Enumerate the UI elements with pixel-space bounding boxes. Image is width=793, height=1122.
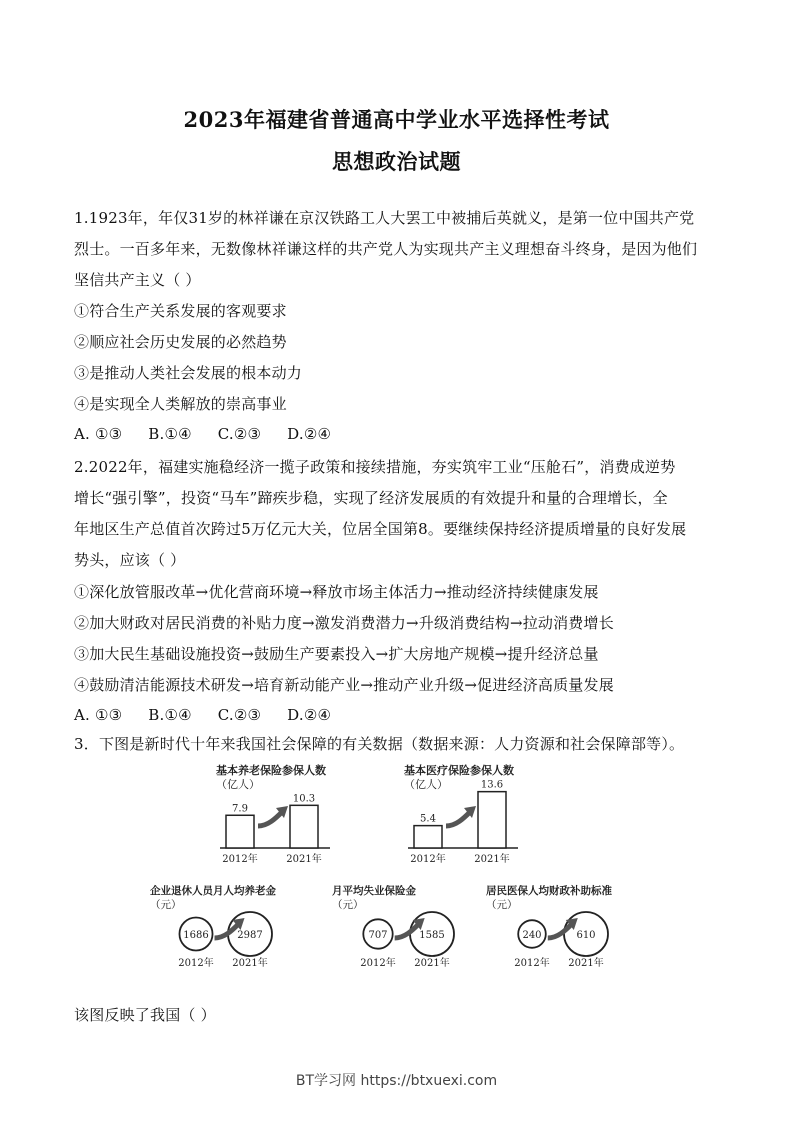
- q2-options: [74, 706, 357, 724]
- bar-chart-1-title: 基本医疗保险参保人数: [404, 764, 514, 777]
- q1-item-3: ③是推动人类社会发展的根本动力: [74, 364, 303, 382]
- bubble-chart-0-value-1: 2987: [237, 930, 263, 941]
- q2-item-2: ②加大财政对居民消费的补贴力度→激发消费潜力→升级消费结构→拉动消费增长: [74, 614, 614, 632]
- bar-chart-1-bar-0: [414, 826, 442, 848]
- q2-stem-line-2: 增长“强引擎”，投资“马车”蹄疾步稳，实现了经济发展质的有效提升和量的合理增长，全: [74, 489, 668, 507]
- bar-chart-0-unit: （亿人）: [216, 778, 260, 791]
- bubble-chart-1-title: 月平均失业保险金: [332, 885, 416, 897]
- social-security-figure: [150, 758, 620, 972]
- bubble-chart-2-category-0: 2012年: [514, 958, 550, 969]
- q1-stem-line-1: 1.1923年，年仅31岁的林祥谦在京汉铁路工人大罢工中被捕后英就义，是第一位中国共产党: [74, 209, 695, 227]
- q1-options: [74, 425, 357, 443]
- q2-stem-line-4: 势头，应该（ ）: [74, 551, 186, 569]
- bar-chart-0-value-1: 10.3: [292, 793, 316, 805]
- q1-item-2: ②顺应社会历史发展的必然趋势: [74, 333, 287, 351]
- q1-stem-line-2: 烈士。一百多年来，无数像林祥谦这样的共产党人为实现共产主义理想奋斗终身，是因为他们: [74, 240, 698, 258]
- q1-option-a[interactable]: A. ①③: [74, 425, 123, 443]
- q1-stem-line-3: 坚信共产主义（ ）: [74, 271, 201, 289]
- bubble-chart-0-unit: （元）: [150, 899, 182, 911]
- q1-option-b[interactable]: B.①④: [148, 425, 192, 443]
- bar-chart-1-unit: （亿人）: [404, 778, 448, 791]
- bar-chart-1-category-0: 2012年: [410, 854, 446, 865]
- bubble-chart-0-title: 企业退休人员月人均养老金: [150, 885, 276, 897]
- bar-chart-0-category-0: 2012年: [222, 854, 258, 865]
- bar-chart-0-category-1: 2021年: [286, 854, 322, 865]
- q1-item-1: ①符合生产关系发展的客观要求: [74, 302, 287, 320]
- q2-option-d[interactable]: D.②④: [287, 706, 332, 724]
- bubble-chart-0-value-0: 1686: [183, 930, 209, 941]
- q1-option-d[interactable]: D.②④: [287, 425, 332, 443]
- bar-chart-0-bar-1: [290, 805, 318, 848]
- q3-stem: 3．下图是新时代十年来我国社会保障的有关数据（数据来源：人力资源和社会保障部等）。: [74, 735, 685, 753]
- bubble-chart-1-unit: （元）: [332, 899, 364, 911]
- bar-chart-1-arrow-icon: [446, 812, 470, 826]
- bar-chart-0-bar-0: [226, 815, 254, 848]
- bubble-chart-2-title: 居民医保人均财政补助标准: [486, 885, 612, 897]
- page-subtitle: 思想政治试题: [332, 149, 461, 174]
- footer-watermark: BT学习网 https://btxuexi.com: [295, 1073, 498, 1089]
- bubble-chart-1-category-1: 2021年: [414, 958, 450, 969]
- bubble-chart-0-category-0: 2012年: [178, 958, 214, 969]
- bubble-chart-1-category-0: 2012年: [360, 958, 396, 969]
- bubble-chart-1-value-1: 1585: [419, 930, 445, 941]
- bar-chart-1-category-1: 2021年: [474, 854, 510, 865]
- q2-stem-line-3: 年地区生产总值首次跨过5万亿元大关，位居全国第8。要继续保持经济提质增量的良好发展: [74, 520, 687, 538]
- bubble-chart-2-unit: （元）: [486, 899, 518, 911]
- q2-stem-line-1: 2.2022年，福建实施稳经济一揽子政策和接续措施，夯实筑牢工业“压舱石”，消费成逆势: [74, 458, 676, 476]
- q1-option-c[interactable]: C.②③: [217, 425, 262, 443]
- bar-chart-0-title: 基本养老保险参保人数: [216, 764, 326, 777]
- bubble-chart-1-value-0: 707: [368, 930, 388, 941]
- q2-item-3: ③加大民生基础设施投资→鼓励生产要素投入→扩大房地产规模→提升经济总量: [74, 645, 599, 663]
- bubble-chart-2-category-1: 2021年: [568, 958, 604, 969]
- q2-item-4: ④鼓励清洁能源技术研发→培育新动能产业→推动产业升级→促进经济高质量发展: [74, 676, 614, 694]
- bubble-chart-0-category-1: 2021年: [232, 958, 268, 969]
- q2-item-1: ①深化放管服改革→优化营商环境→释放市场主体活力→推动经济持续健康发展: [74, 583, 599, 601]
- bubble-chart-2-value-0: 240: [522, 930, 542, 941]
- q1-item-4: ④是实现全人类解放的崇高事业: [74, 395, 287, 413]
- bar-chart-1-value-0: 5.4: [420, 813, 436, 825]
- q3-after-figure: 该图反映了我国（ ）: [74, 1006, 216, 1024]
- bubble-chart-2-value-1: 610: [576, 930, 596, 941]
- page-title: 2023年福建省普通高中学业水平选择性考试: [183, 107, 610, 132]
- q2-option-a[interactable]: A. ①③: [74, 706, 123, 724]
- bar-chart-1-bar-1: [478, 792, 506, 848]
- bar-chart-0-arrow-icon: [258, 812, 282, 826]
- q2-option-b[interactable]: B.①④: [148, 706, 192, 724]
- bar-chart-1-value-1: 13.6: [480, 779, 504, 791]
- bar-chart-0-value-0: 7.9: [232, 803, 248, 815]
- q2-option-c[interactable]: C.②③: [217, 706, 262, 724]
